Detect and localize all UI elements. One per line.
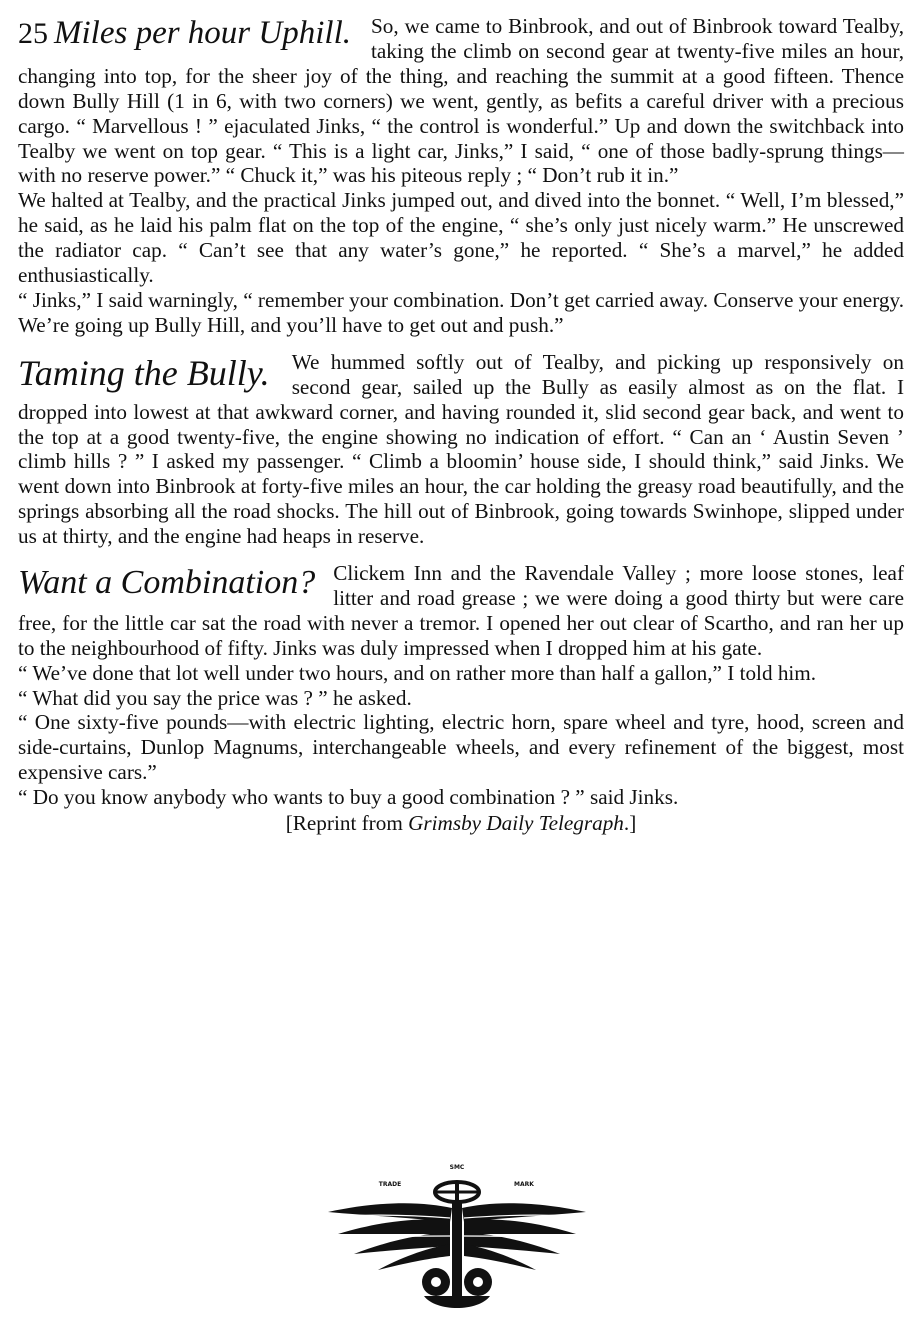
section-body [18,14,904,338]
reprint-open: [Reprint from [285,811,403,836]
paragraph: “ One sixty-five pounds—with electric lighting, electric horn, spare wheel and tyre, hood, screen and side-curtains, Dunlop Magnums, interchangeable wheels, and every refinement of the biggest, most expensive cars.” [18,710,904,785]
paragraph: “ We’ve done that lot well under two hours, and on rather more than half a gallon,” I told him. [18,660,817,685]
heading-text: Miles per hour Uphill. [54,15,351,51]
paragraph: “ Do you know anybody who wants to buy a good combination ? ” said Jinks. [18,785,679,810]
paragraph: We halted at Tealby, and the practical Jinks jumped out, and dived into the bonnet. “ Well, I’m blessed,” he said, as he laid his palm flat on the top of the engine, “ she’s only just nicely warm.” He unscrewed the radiator cap. “ Can’t see that any water’s gone,” he reported. “ She’s a marvel,” he added enthusiastically. [18,188,904,288]
section-uphill [18,14,904,338]
section-heading [18,17,351,50]
article-page [18,14,904,836]
trademark-emblem [324,1156,590,1316]
trademark-left-text: TRADE [378,1181,402,1188]
trademark-top-text: SMC [449,1164,465,1171]
section-taming-the-bully [18,350,904,549]
section-heading: Want a Combination? [18,564,316,602]
paragraph: So, we came to Binbrook, and out of Binbrook toward Tealby, taking the climb on second gear at twenty-five miles an hour, changing into top, for the sheer joy of the thing, and reaching the summit at a good fifteen. Thence down Bully Hill (1 in 6, with two corners) we went, gently, as befits a careful driver with a precious cargo. “ Marvellous ! ” ejaculated Jinks, “ the control is wonderful.” Up and down the switchback into Tealby we went on top gear. “ This is a light car, Jinks,” I said, “ one of those badly-sprung things—with no reserve power.” “ Chuck it,” was his piteous reply ; “ Don’t rub it in.” [18,14,904,188]
reprint-close: .] [623,811,637,836]
paragraph: “ Jinks,” I said warningly, “ remember your combination. Don’t get carried away. Conserve your energy. We’re going up Bully Hill, and you’ll have to get out and push.” [18,287,904,337]
winged-wheel-icon [324,1156,590,1316]
section-heading: Taming the Bully. [18,352,270,393]
paragraph: “ What did you say the price was ? ” he asked. [18,685,412,710]
section-want-a-combination [18,561,904,836]
paragraph: Clickem Inn and the Ravendale Valley ; more loose stones, leaf litter and road grease ; we were doing a good thirty but were care free, for the little car sat the road with never a tremor. I opened her out clear of Scartho, and ran her up to the neighbourhood of fifty. Jinks was duly impressed when I dropped him at his gate. [18,561,904,660]
heading-number: 25 [18,17,48,50]
trademark-right-text: MARK [514,1181,534,1188]
paragraph: We hummed softly out of Tealby, and picking up responsively on second gear, sailed up the Bully as easily almost as on the flat. I dropped into lowest at that awkward corner, and having rounded it, slid second gear back, and went to the top at a good twenty-five, the engine showing no indication of effort. “ Can an ‘ Austin Seven ’ climb hills ? ” I asked my passenger. “ Climb a bloomin’ house side, I should think,” said Jinks. We went down into Binbrook at forty-five miles an hour, the car holding the greasy road beautifully, and the springs absorbing all the road shocks. The hill out of Binbrook, going towards Swinhope, slipped under us at thirty, and the engine had heaps in reserve. [18,349,904,549]
reprint-credit [18,810,904,836]
publication-name: Grimsby Daily Telegraph [408,811,624,836]
